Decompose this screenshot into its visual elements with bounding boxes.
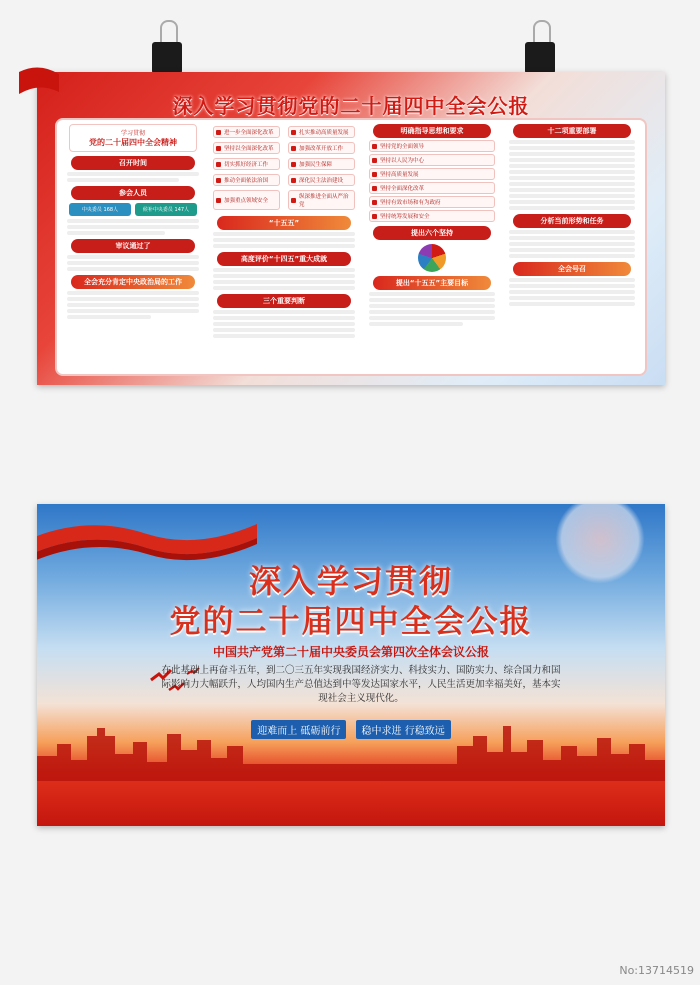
section-heading: 明确指导思想和要求 bbox=[373, 124, 491, 138]
banner-title-line-1: 深入学习贯彻 bbox=[248, 562, 453, 600]
board1-column-1 bbox=[63, 120, 203, 374]
list-item: 坚持全面深化改革 bbox=[369, 182, 495, 194]
section-heading: 十二项重要部署 bbox=[513, 124, 631, 138]
list-item: 坚持统筹发展和安全 bbox=[369, 210, 495, 222]
list-item: 纵深推进全面从严治党 bbox=[288, 190, 355, 210]
list-item: 扎实推动高质量发展 bbox=[288, 126, 355, 138]
learn-box bbox=[69, 124, 197, 152]
list-item: 深化民主法治建设 bbox=[288, 174, 355, 186]
section-heading: 提出“十五五”主要目标 bbox=[373, 276, 491, 290]
section-heading: 全会号召 bbox=[513, 262, 631, 276]
board1-column-4 bbox=[505, 120, 639, 374]
section-heading: 召开时间 bbox=[71, 156, 195, 170]
attendee-stats bbox=[69, 203, 197, 216]
section-heading: 三个重要判断 bbox=[217, 294, 351, 308]
display-board-detailed bbox=[37, 72, 665, 385]
list-item: 坚持高质量发展 bbox=[369, 168, 495, 180]
binder-clip-left bbox=[152, 30, 182, 74]
list-item: 切实抓好经济工作 bbox=[213, 158, 280, 170]
slogan-badge: 稳中求进 行稳致远 bbox=[356, 720, 451, 739]
learn-big-label: 党的二十届四中全会精神 bbox=[89, 138, 177, 147]
stat-badge: 候补中央委员 147人 bbox=[135, 203, 197, 216]
section-heading: 高度评价“十四五”重大成就 bbox=[217, 252, 351, 266]
six-points-circle-icon bbox=[418, 244, 446, 272]
board1-content-panel bbox=[57, 120, 645, 374]
section-heading: 分析当前形势和任务 bbox=[513, 214, 631, 228]
display-board-banner bbox=[37, 504, 665, 826]
banner-subtitle: 中国共产党第二十届中央委员会第四次全体会议公报 bbox=[212, 645, 489, 659]
list-item: 加强重点领域安全 bbox=[213, 190, 280, 210]
banner-body-text: 在此基础上再奋斗五年，到二〇三五年实现我国经济实力、科技实力、国防实力、综合国力和国际影响力大幅跃升，人均国内生产总值达到中等发达国家水平，人民生活更加幸福美好，基本实现社会主义现代化。 bbox=[161, 665, 561, 704]
slogan-badge: 迎难而上 砥砺前行 bbox=[251, 720, 346, 739]
list-item: 坚持党的全面领导 bbox=[369, 140, 495, 152]
section-heading: 全会充分肯定中央政治局的工作 bbox=[71, 275, 195, 289]
list-item: 进一步全面深化改革 bbox=[213, 126, 280, 138]
list-item: 坚持有效市场和有为政府 bbox=[369, 196, 495, 208]
board1-column-2 bbox=[209, 120, 359, 374]
stat-badge: 中央委员 168人 bbox=[69, 203, 131, 216]
board1-title: 深入学习贯彻党的二十届四中全会公报 bbox=[172, 94, 530, 118]
slogan-row bbox=[37, 719, 665, 739]
list-item: 坚持以全面深化改革 bbox=[213, 142, 280, 154]
board1-column-3 bbox=[365, 120, 499, 374]
image-id-stamp: No:13714519 bbox=[619, 964, 694, 977]
banner-title-line-2: 党的二十届四中全会公报 bbox=[169, 604, 533, 640]
section-heading: 提出六个坚持 bbox=[373, 226, 491, 240]
section-heading: “十五五” bbox=[217, 216, 351, 230]
list-item: 加强改革开放工作 bbox=[288, 142, 355, 154]
list-item: 推动全面依法治国 bbox=[213, 174, 280, 186]
list-item: 加强民生保障 bbox=[288, 158, 355, 170]
section-heading: 审议通过了 bbox=[71, 239, 195, 253]
learn-small-label: 学习贯彻 bbox=[120, 130, 145, 137]
list-item: 坚持以人民为中心 bbox=[369, 154, 495, 166]
binder-clip-right bbox=[525, 30, 555, 74]
section-heading: 参会人员 bbox=[71, 186, 195, 200]
